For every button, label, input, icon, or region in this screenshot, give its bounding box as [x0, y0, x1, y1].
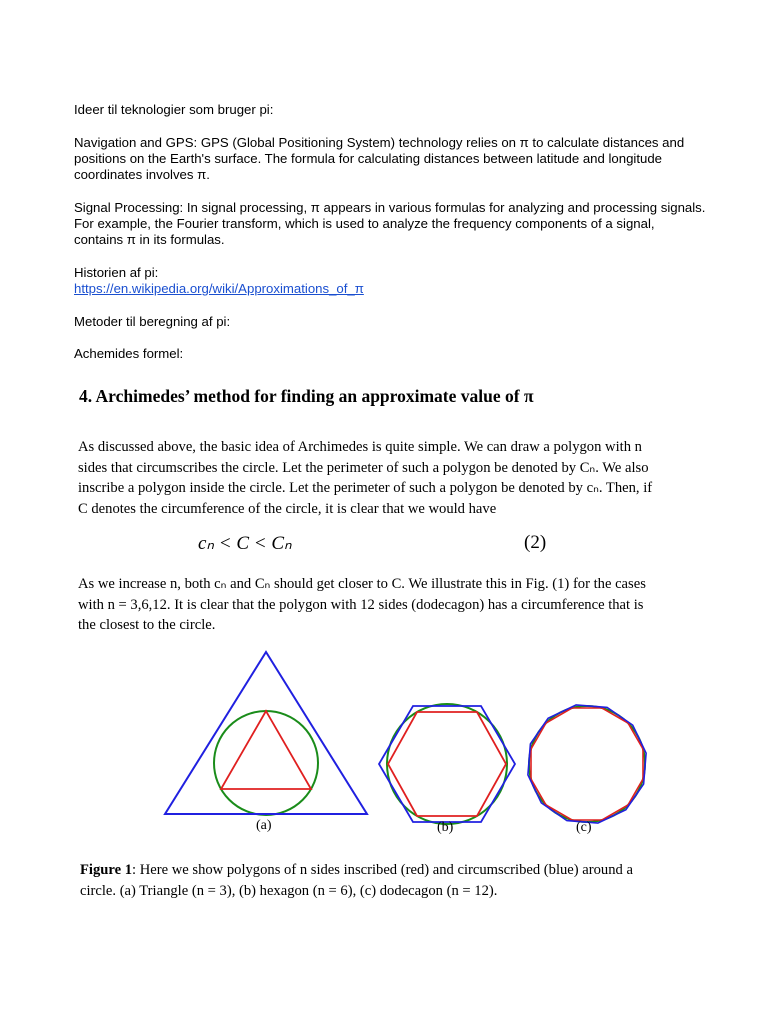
polygon-figure: [0, 640, 768, 830]
excerpt-heading: 4. Archimedes’ method for finding an approximate value of π: [79, 386, 534, 406]
circumscribed-dodecagon: [528, 705, 646, 823]
figure-caption: [80, 860, 633, 901]
gps-paragraph-line: Navigation and GPS: GPS (Global Positioning System) technology relies on π to calculate distances and: [74, 134, 685, 150]
inscribed-dodecagon: [531, 708, 643, 820]
paragraph-line: the closest to the circle.: [78, 617, 216, 633]
notes-section: [74, 102, 714, 363]
signal-paragraph-line: Signal Processing: In signal processing, π appears in various formulas for analyzing and processing signals.: [74, 199, 706, 215]
notes-title: Ideer til teknologier som bruger pi:: [74, 102, 274, 117]
circle: [387, 704, 507, 824]
gps-paragraph-line: positions on the Earth's surface. The formula for calculating distances between latitude and longitude: [74, 150, 663, 166]
signal-paragraph-line: For example, the Fourier transform, which is used to analyze the frequency components of a signal,: [74, 216, 655, 232]
excerpt-paragraph-1: [78, 437, 678, 519]
paragraph-line: inscribe a polygon inside the circle. Let the perimeter of such a polygon be denoted by cₙ. Then, if: [78, 480, 653, 496]
panel-label-b: (b): [437, 820, 454, 835]
caption-label: Figure 1: [80, 862, 133, 878]
circle: [214, 711, 318, 815]
panel-b-hexagon: [379, 704, 515, 824]
equation-number: (2): [524, 532, 547, 553]
formula-label: Achemides formel:: [74, 346, 184, 362]
signal-paragraph-line: contains π in its formulas.: [74, 232, 225, 248]
inscribed-hexagon: [388, 712, 506, 816]
wikipedia-link[interactable]: https://en.wikipedia.org/wiki/Approximations_of_π: [74, 281, 364, 297]
circumscribed-hexagon: [379, 706, 515, 822]
gps-paragraph-line: coordinates involves π.: [74, 167, 210, 183]
paragraph-line: As discussed above, the basic idea of Archimedes is quite simple. We can draw a polygon with n: [78, 439, 642, 455]
panel-a-triangle: [165, 652, 367, 815]
excerpt-paragraph-2: [78, 574, 678, 636]
paragraph-line: with n = 3,6,12. It is clear that the polygon with 12 sides (dodecagon) has a circumference that is: [78, 596, 644, 613]
caption-text: circle. (a) Triangle (n = 3), (b) hexagon (n = 6), (c) dodecagon (n = 12).: [80, 882, 498, 899]
paragraph-line: C denotes the circumference of the circle, it is clear that we would have: [78, 500, 497, 517]
paragraph-line: sides that circumscribes the circle. Let the perimeter of such a polygon be denoted by Cₙ. We also: [78, 459, 649, 476]
panel-label-a: (a): [256, 818, 272, 833]
panel-c-dodecagon: [528, 705, 646, 823]
panel-label-c: (c): [576, 820, 592, 835]
caption-text: : Here we show polygons of n sides inscribed (red) and circumscribed (blue) around a: [132, 862, 633, 878]
inequality-equation: cₙ < C < Cₙ: [198, 533, 292, 554]
history-label: Historien af pi:: [74, 264, 159, 280]
methods-label: Metoder til beregning af pi:: [74, 313, 231, 329]
paragraph-line: As we increase n, both cₙ and Cₙ should get closer to C. We illustrate this in Fig. (1) for the cases: [78, 576, 646, 592]
